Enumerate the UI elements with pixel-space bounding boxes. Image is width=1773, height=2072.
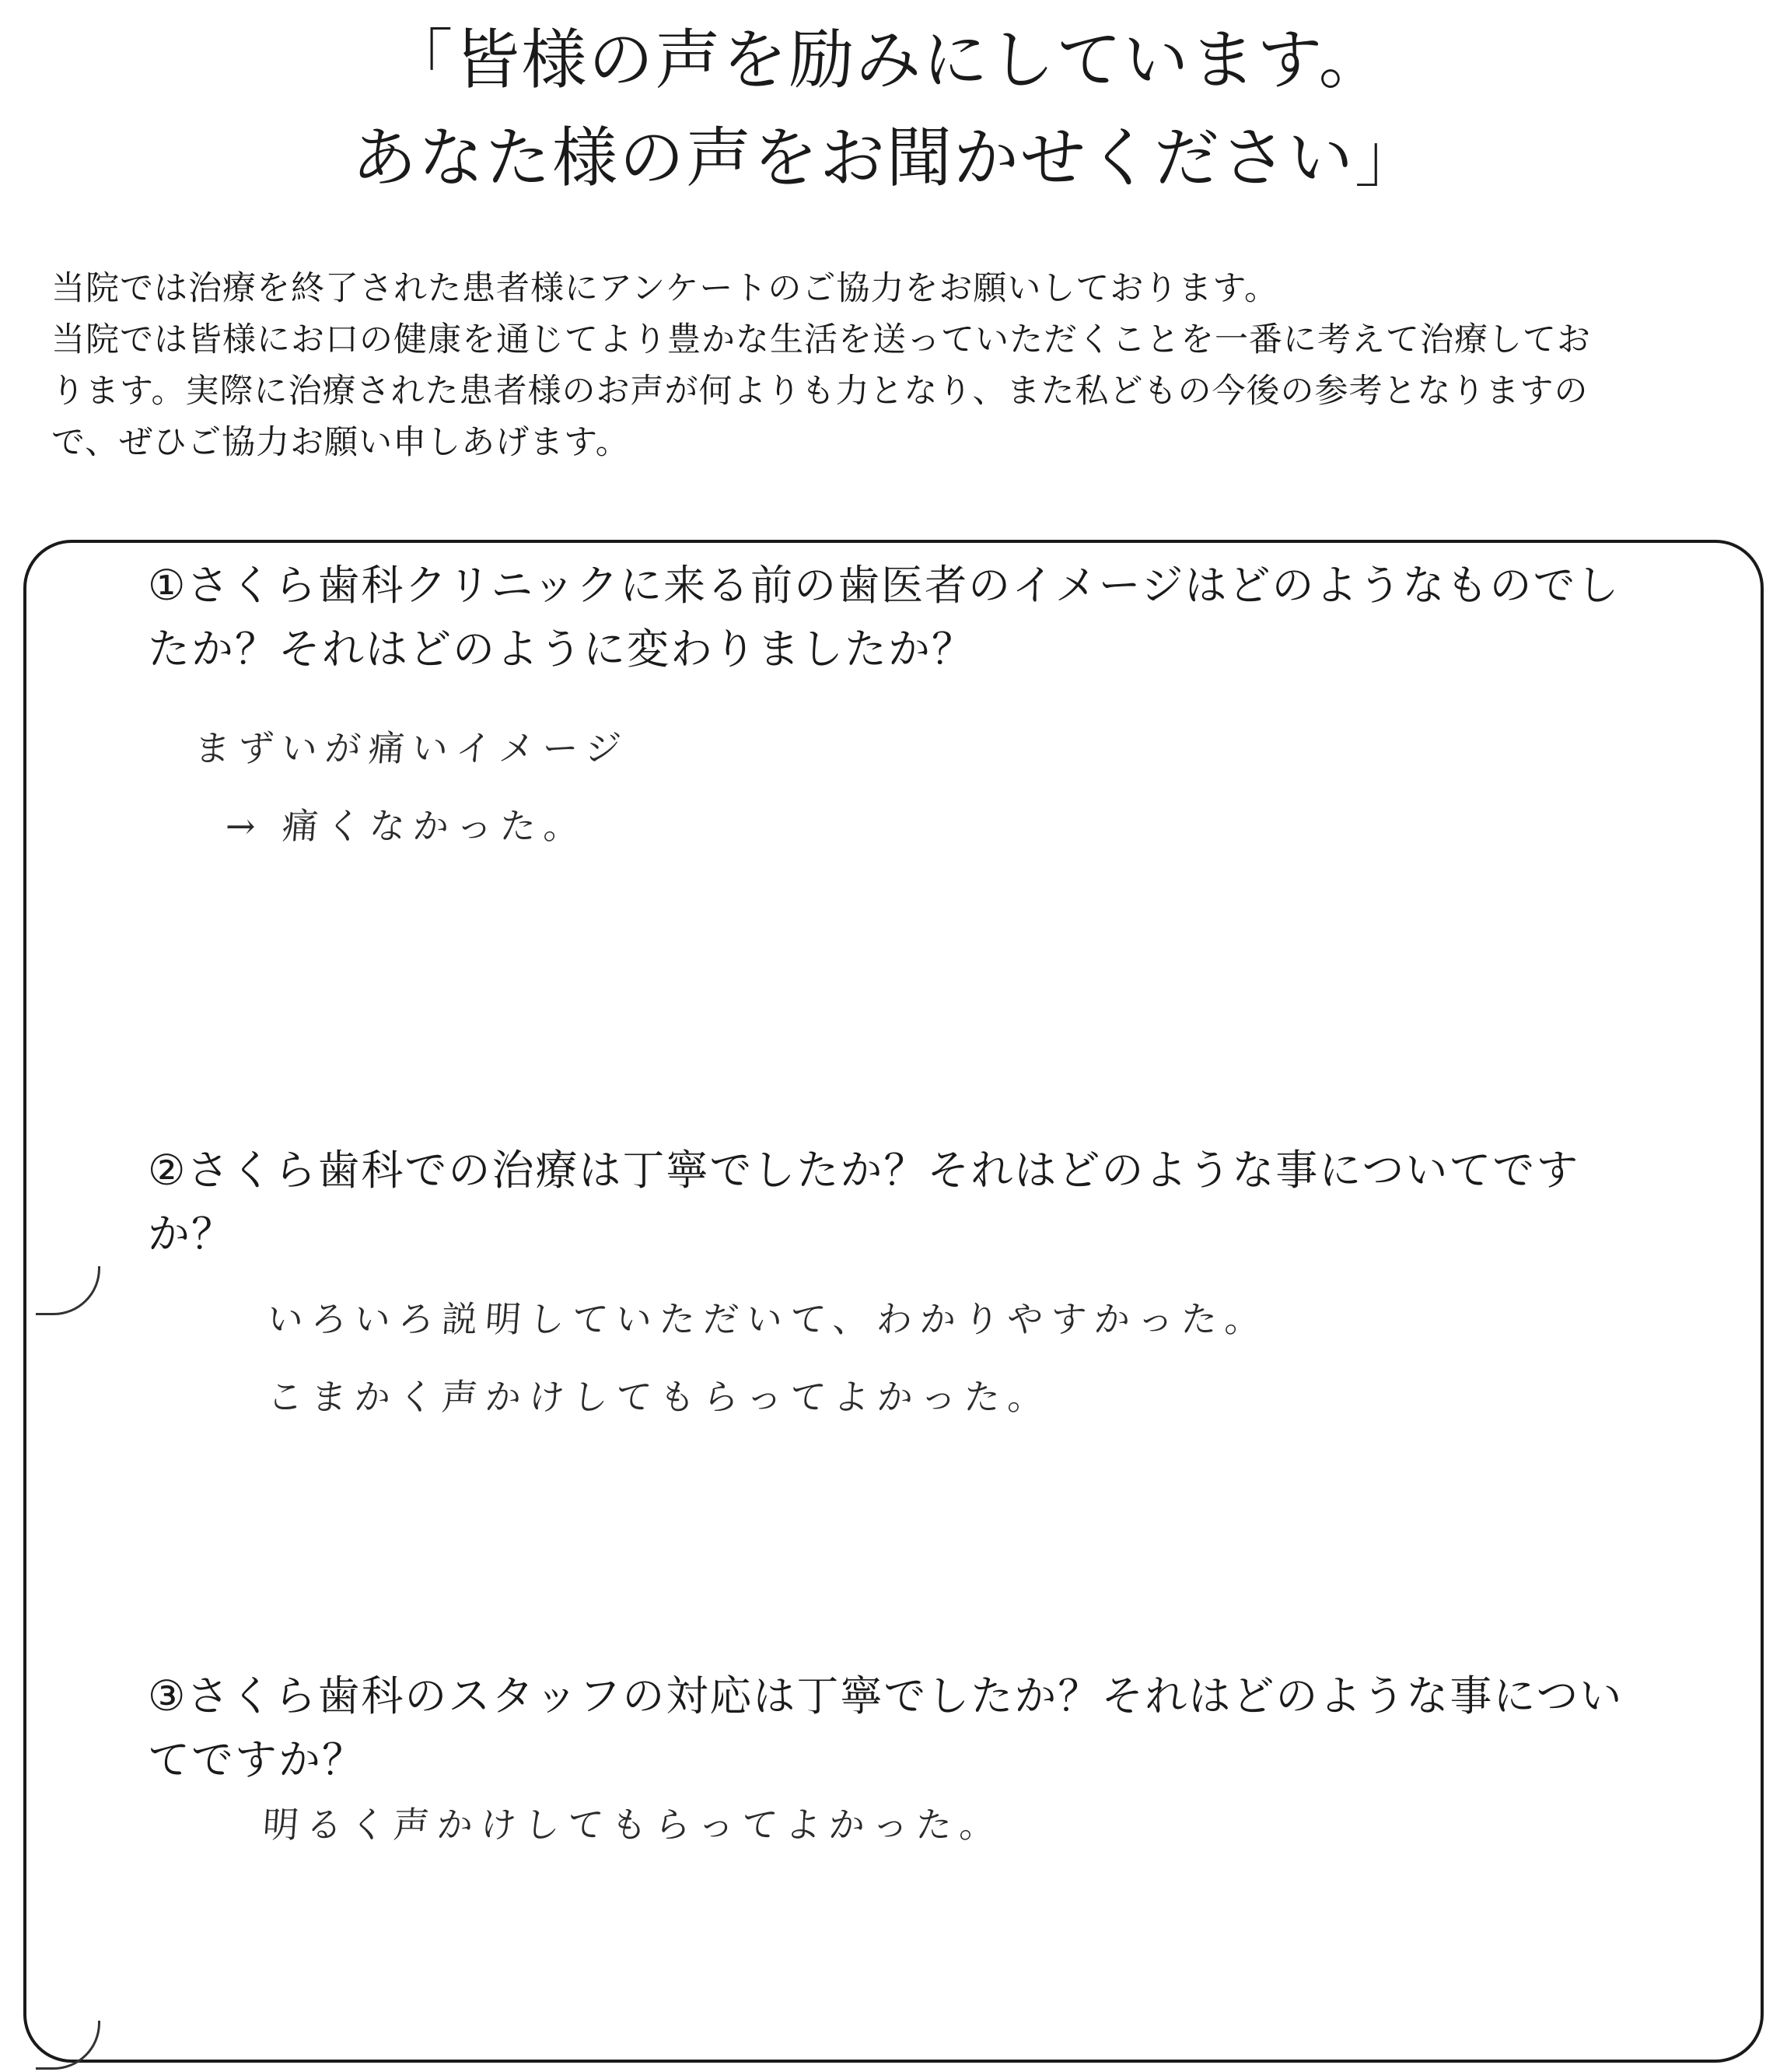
punch-hole-mark (36, 1266, 100, 1315)
title-line-1: 「皆様の声を励みにしています。 (387, 22, 1386, 98)
punch-hole-mark (36, 2021, 100, 2070)
question-1-line-2: たか？それはどのように変わりましたか？ (148, 625, 975, 674)
intro-line-2: 当院では皆様にお口の健康を通じてより豊かな生活を送っていただくことを一番に考えて治療してお (51, 320, 1591, 359)
question-1-line-1: ①さくら歯科クリニックに来る前の歯医者のイメージはどのようなものでし (148, 561, 1621, 610)
intro-text (51, 263, 1731, 468)
question-2 (148, 1139, 1625, 1266)
page-title (0, 11, 1773, 207)
question-3-line-1: ③さくら歯科のスタッフの対応は丁寧でしたか？それはどのような事につい (148, 1671, 1624, 1720)
question-3 (148, 1664, 1625, 1792)
answer-1-line-2: → 痛くなかった。 (224, 805, 589, 847)
intro-line-1: 当院では治療を終了された患者様にアンケートのご協力をお願いしております。 (51, 269, 1278, 308)
answer-3 (263, 1786, 1003, 1864)
question-3-line-2: てですか？ (148, 1735, 365, 1784)
answer-1 (194, 709, 629, 865)
intro-line-4: で、ぜひご協力お願い申しあげます。 (51, 423, 630, 462)
answer-1-line-1: まずいが痛いイメージ (193, 727, 631, 769)
title-line-2: あなた様の声をお聞かせください」 (351, 120, 1422, 196)
intro-line-3: ります。実際に治療された患者様のお声が何よりも力となり、また私どもの今後の参考となりますの (51, 372, 1589, 411)
question-1 (148, 554, 1625, 681)
question-2-line-2: か？ (148, 1209, 235, 1258)
answer-2-line-1: いろいろ説明していただいて、わかりやすかった。 (266, 1298, 1270, 1340)
answer-3-line-1: 明るく声かけしてもらってよかった。 (261, 1804, 1005, 1846)
answer-2-line-2: こまかく声かけしてもらってよかった。 (266, 1376, 1053, 1418)
answer-2 (268, 1280, 1268, 1436)
question-2-line-1: ②さくら歯科での治療は丁寧でしたか？それはどのような事についてです (148, 1146, 1580, 1195)
